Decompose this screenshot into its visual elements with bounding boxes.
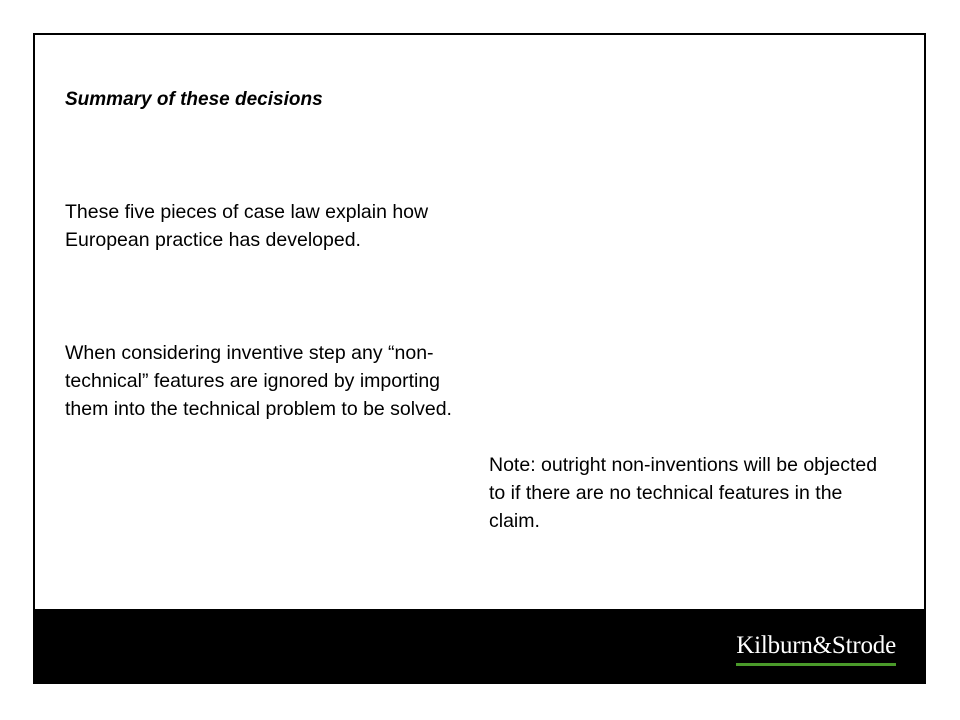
inventive-step-paragraph: When considering inventive step any “non-technical” features are ignored by importing them into the technical problem to be solved. (65, 342, 452, 420)
brand-logo: Kilburn&Strode (736, 632, 896, 666)
footer-band (35, 609, 924, 684)
note-paragraph: Note: outright non-inventions will be objected to if there are no technical features in the claim. (489, 454, 878, 532)
slide-frame (33, 33, 926, 684)
summary-paragraph: These five pieces of case law explain how European practice has developed. (65, 201, 429, 251)
slide-title: Summary of these decisions (65, 89, 323, 110)
